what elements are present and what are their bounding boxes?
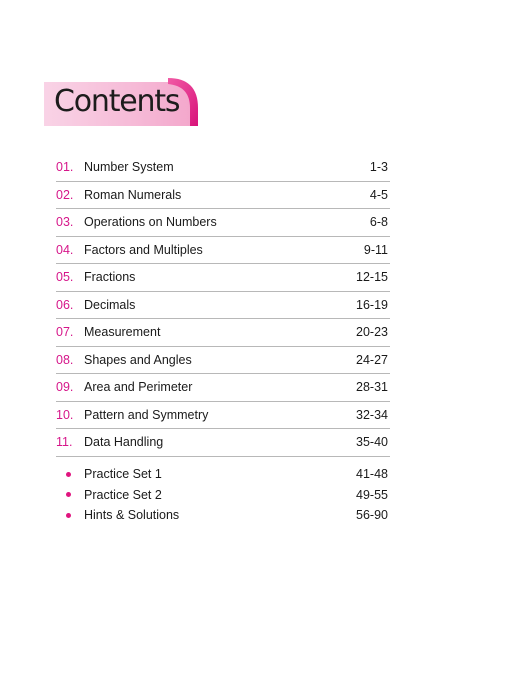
- extra-title: Practice Set 1: [84, 467, 162, 482]
- extra-title: Hints & Solutions: [84, 508, 180, 523]
- chapter-title: Decimals: [84, 297, 136, 312]
- chapter-title: Shapes and Angles: [84, 352, 192, 367]
- toc-row[interactable]: [56, 264, 390, 292]
- toc-row[interactable]: [56, 154, 390, 182]
- toc-row[interactable]: [56, 237, 390, 265]
- chapter-title: Fractions: [84, 270, 136, 285]
- bullet-icon: [56, 472, 84, 477]
- bullet-icon: [56, 513, 84, 518]
- chapter-list: [56, 154, 390, 457]
- chapter-pages: 1-3: [369, 160, 388, 175]
- toc-row[interactable]: [56, 182, 390, 210]
- chapter-title: Number System: [84, 160, 174, 175]
- chapter-title: Operations on Numbers: [84, 215, 217, 230]
- contents-title-banner: [44, 78, 198, 126]
- chapter-pages: 6-8: [369, 215, 388, 230]
- chapter-number: 02.: [56, 187, 74, 202]
- chapter-title: Data Handling: [84, 435, 164, 450]
- chapter-title: Pattern and Symmetry: [84, 407, 209, 422]
- toc-row[interactable]: [56, 374, 390, 402]
- chapter-number: 03.: [56, 215, 74, 230]
- chapter-pages: 16-19: [356, 297, 388, 312]
- list-item[interactable]: [56, 485, 390, 506]
- chapter-pages: 12-15: [356, 270, 388, 285]
- toc-row[interactable]: [56, 402, 390, 430]
- toc-row[interactable]: [56, 347, 390, 375]
- chapter-pages: 9-11: [363, 242, 388, 257]
- chapter-pages: 35-40: [356, 435, 388, 450]
- chapter-title: Measurement: [84, 325, 161, 340]
- toc-row[interactable]: [56, 319, 390, 347]
- chapter-number: 07.: [56, 325, 74, 340]
- toc-row[interactable]: [56, 292, 390, 320]
- list-item[interactable]: [56, 464, 390, 485]
- chapter-pages: 24-27: [356, 352, 388, 367]
- chapter-number: 10.: [56, 407, 74, 422]
- chapter-title: Area and Perimeter: [84, 380, 193, 395]
- extra-pages: 41-48: [356, 467, 388, 482]
- chapter-number: 06.: [56, 297, 74, 312]
- extra-pages: 56-90: [356, 508, 388, 523]
- extras-list: [56, 464, 390, 526]
- page-title: Contents: [54, 84, 180, 119]
- chapter-title: Factors and Multiples: [84, 242, 203, 257]
- chapter-number: 05.: [56, 270, 74, 285]
- chapter-pages: 4-5: [369, 187, 388, 202]
- chapter-number: 11.: [56, 435, 73, 450]
- extra-title: Practice Set 2: [84, 487, 162, 502]
- toc-row[interactable]: [56, 429, 390, 457]
- extra-pages: 49-55: [356, 487, 388, 502]
- bullet-icon: [56, 492, 84, 497]
- toc-row[interactable]: [56, 209, 390, 237]
- chapter-number: 04.: [56, 242, 74, 257]
- chapter-pages: 20-23: [356, 325, 388, 340]
- chapter-pages: 32-34: [356, 407, 388, 422]
- chapter-title: Roman Numerals: [84, 187, 182, 202]
- chapter-number: 01.: [56, 160, 74, 175]
- chapter-number: 08.: [56, 352, 74, 367]
- chapter-pages: 28-31: [356, 380, 388, 395]
- chapter-number: 09.: [56, 380, 74, 395]
- list-item[interactable]: [56, 505, 390, 526]
